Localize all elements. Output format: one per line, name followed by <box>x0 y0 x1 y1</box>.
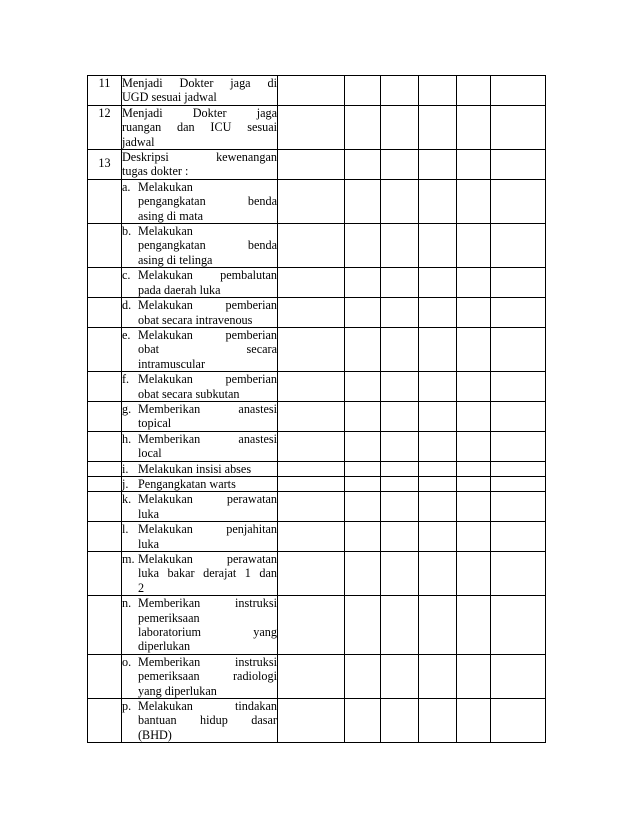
checkbox-cell <box>491 699 546 743</box>
row-number <box>88 179 122 223</box>
checkbox-cell <box>381 76 419 106</box>
checkbox-cell <box>345 150 381 180</box>
list-item <box>122 654 278 698</box>
checkbox-cell <box>381 372 419 402</box>
checkbox-cell <box>345 596 381 655</box>
checkbox-cell <box>345 224 381 268</box>
checkbox-cell <box>491 327 546 371</box>
checkbox-cell <box>381 179 419 223</box>
table-row <box>88 179 546 223</box>
checkbox-cell <box>278 461 345 476</box>
checkbox-cell <box>457 401 491 431</box>
table-row <box>88 431 546 461</box>
text-line: Melakukan pemberian <box>138 372 277 387</box>
list-item <box>122 461 278 476</box>
checkbox-cell <box>457 654 491 698</box>
list-marker: n. <box>122 596 132 611</box>
checkbox-cell <box>457 492 491 522</box>
row-number <box>88 224 122 268</box>
text-line: UGD sesuai jadwal <box>122 90 217 105</box>
text-line: (BHD) <box>138 727 172 742</box>
text-line: Melakukan <box>138 224 193 239</box>
list-marker: b. <box>122 224 132 239</box>
text-line: pengangkatan benda <box>138 194 277 209</box>
text-line: Deskripsi kewenangan <box>122 150 277 165</box>
text-line: Memberikan anastesi <box>138 401 277 416</box>
checkbox-cell <box>419 476 457 491</box>
checkbox-cell <box>491 179 546 223</box>
checkbox-cell <box>457 476 491 491</box>
checkbox-cell <box>491 431 546 461</box>
checkbox-cell <box>419 298 457 328</box>
text-line: Menjadi Dokter jaga di <box>122 76 277 90</box>
list-item <box>122 372 278 402</box>
list-item <box>122 268 278 298</box>
text-line: Melakukan <box>138 179 193 194</box>
checkbox-cell <box>419 150 457 180</box>
checkbox-cell <box>278 268 345 298</box>
row-number: 13 <box>88 150 122 180</box>
checkbox-cell <box>381 105 419 149</box>
row-number: 12 <box>88 105 122 149</box>
text-line: Melakukan perawatan <box>138 492 277 507</box>
checkbox-cell <box>278 327 345 371</box>
list-item <box>122 492 278 522</box>
text-line: 2 <box>138 580 145 595</box>
list-item <box>122 224 278 268</box>
text-line: Melakukan perawatan <box>138 552 277 566</box>
table-row <box>88 699 546 743</box>
checkbox-cell <box>345 492 381 522</box>
list-marker: o. <box>122 654 132 669</box>
checkbox-cell <box>419 596 457 655</box>
checkbox-cell <box>278 552 345 596</box>
list-marker: a. <box>122 179 131 194</box>
row-number: 11 <box>88 76 122 106</box>
checkbox-cell <box>457 372 491 402</box>
list-item <box>122 476 278 491</box>
text-line: pengangkatan benda <box>138 238 277 253</box>
checkbox-cell <box>345 431 381 461</box>
text-line: obat secara subkutan <box>138 386 240 401</box>
checkbox-cell <box>381 492 419 522</box>
checkbox-cell <box>419 654 457 698</box>
checkbox-cell <box>278 298 345 328</box>
checkbox-cell <box>345 476 381 491</box>
text-line: Melakukan pembalutan <box>138 268 277 283</box>
table-row <box>88 522 546 552</box>
checkbox-cell <box>345 327 381 371</box>
text-line: Memberikan instruksi <box>138 654 277 669</box>
checkbox-cell <box>345 298 381 328</box>
list-marker: g. <box>122 401 132 416</box>
checkbox-cell <box>345 76 381 106</box>
checkbox-cell <box>457 298 491 328</box>
checkbox-cell <box>381 150 419 180</box>
checkbox-cell <box>381 522 419 552</box>
checkbox-cell <box>457 150 491 180</box>
table-row <box>88 492 546 522</box>
text-line: Melakukan pemberian <box>138 298 277 313</box>
checkbox-cell <box>278 76 345 106</box>
checkbox-cell <box>278 492 345 522</box>
checkbox-cell <box>491 476 546 491</box>
row-number <box>88 372 122 402</box>
text-line: obat secara intravenous <box>138 312 253 327</box>
checkbox-cell <box>457 522 491 552</box>
checkbox-cell <box>491 224 546 268</box>
checkbox-cell <box>381 431 419 461</box>
text-line: Melakukan pemberian <box>138 327 277 342</box>
checkbox-cell <box>457 596 491 655</box>
checkbox-cell <box>457 431 491 461</box>
list-item <box>122 522 278 552</box>
table-row <box>88 476 546 491</box>
checkbox-cell <box>381 224 419 268</box>
checkbox-cell <box>419 431 457 461</box>
checkbox-cell <box>491 401 546 431</box>
list-item <box>122 179 278 223</box>
row-number <box>88 492 122 522</box>
text-line: Memberikan instruksi <box>138 596 277 611</box>
text-line: luka bakar derajat 1 dan <box>138 566 277 581</box>
checkbox-cell <box>381 401 419 431</box>
text-line: pemeriksaan radiologi <box>138 669 277 684</box>
checkbox-cell <box>345 552 381 596</box>
row-number <box>88 476 122 491</box>
list-marker: c. <box>122 268 131 283</box>
checkbox-cell <box>278 372 345 402</box>
checkbox-cell <box>491 105 546 149</box>
table-row <box>88 401 546 431</box>
checkbox-cell <box>345 522 381 552</box>
table-row <box>88 224 546 268</box>
checkbox-cell <box>419 552 457 596</box>
checkbox-cell <box>345 372 381 402</box>
text-line: asing di telinga <box>138 252 213 267</box>
list-marker: k. <box>122 492 132 507</box>
checkbox-cell <box>345 654 381 698</box>
checkbox-cell <box>419 461 457 476</box>
row-number <box>88 327 122 371</box>
checkbox-cell <box>491 76 546 106</box>
text-line: bantuan hidup dasar <box>138 713 277 728</box>
text-line: asing di mata <box>138 208 203 223</box>
list-item <box>122 596 278 655</box>
row-number <box>88 298 122 328</box>
checkbox-cell <box>278 150 345 180</box>
row-number <box>88 401 122 431</box>
checkbox-cell <box>278 476 345 491</box>
table-row <box>88 372 546 402</box>
text-line: intramuscular <box>138 356 206 371</box>
row-number <box>88 699 122 743</box>
checkbox-cell <box>381 298 419 328</box>
list-marker: l. <box>122 522 129 537</box>
checkbox-cell <box>278 224 345 268</box>
checkbox-cell <box>457 552 491 596</box>
checkbox-cell <box>491 596 546 655</box>
checkbox-cell <box>419 268 457 298</box>
text-line: Memberikan anastesi <box>138 431 277 446</box>
list-item <box>122 401 278 431</box>
checkbox-cell <box>491 492 546 522</box>
table-row <box>88 150 546 180</box>
list-marker: j. <box>122 476 129 491</box>
checkbox-cell <box>419 522 457 552</box>
checkbox-cell <box>419 76 457 106</box>
checkbox-cell <box>381 327 419 371</box>
list-item <box>122 552 278 596</box>
checkbox-cell <box>278 105 345 149</box>
checkbox-cell <box>278 431 345 461</box>
checkbox-cell <box>278 596 345 655</box>
checkbox-cell <box>345 401 381 431</box>
list-marker: f. <box>122 372 130 387</box>
checkbox-cell <box>457 268 491 298</box>
table-row <box>88 105 546 149</box>
checkbox-cell <box>381 654 419 698</box>
text-line: luka <box>138 506 159 521</box>
checkbox-cell <box>457 224 491 268</box>
checkbox-cell <box>381 476 419 491</box>
row-number <box>88 596 122 655</box>
checkbox-cell <box>457 461 491 476</box>
checkbox-cell <box>381 596 419 655</box>
text-line: Menjadi Dokter jaga <box>122 105 277 120</box>
checkbox-cell <box>457 179 491 223</box>
checkbox-cell <box>419 699 457 743</box>
checkbox-cell <box>345 105 381 149</box>
checkbox-cell <box>457 699 491 743</box>
text-line: local <box>138 446 162 461</box>
text-line: obat secara <box>138 342 277 357</box>
checkbox-cell <box>491 552 546 596</box>
text-line: pemeriksaan <box>138 610 200 625</box>
list-item <box>122 298 278 328</box>
checkbox-cell <box>419 105 457 149</box>
text-line: Melakukan tindakan <box>138 699 277 714</box>
text-line: diperlukan <box>138 639 191 654</box>
list-marker: d. <box>122 298 132 313</box>
text-line: luka <box>138 536 159 551</box>
list-marker: m. <box>122 552 135 566</box>
list-marker: e. <box>122 327 131 342</box>
checkbox-cell <box>491 372 546 402</box>
text-line: pada daerah luka <box>138 282 221 297</box>
row-number <box>88 268 122 298</box>
table-row <box>88 268 546 298</box>
checkbox-cell <box>419 327 457 371</box>
checkbox-cell <box>278 179 345 223</box>
checkbox-cell <box>381 268 419 298</box>
checkbox-cell <box>381 699 419 743</box>
row-number <box>88 654 122 698</box>
checkbox-cell <box>491 150 546 180</box>
checkbox-cell <box>345 699 381 743</box>
table-row <box>88 552 546 596</box>
table-row <box>88 596 546 655</box>
checkbox-cell <box>345 179 381 223</box>
list-marker: p. <box>122 699 132 714</box>
checkbox-cell <box>345 268 381 298</box>
row-number <box>88 522 122 552</box>
text-line: yang diperlukan <box>138 683 217 698</box>
checkbox-cell <box>491 522 546 552</box>
checkbox-cell <box>381 552 419 596</box>
row-number <box>88 552 122 596</box>
text-line: ruangan dan ICU sesuai <box>122 120 277 135</box>
text-line: Melakukan insisi abses <box>138 461 252 476</box>
text-line: topical <box>138 416 172 431</box>
text-line: tugas dokter : <box>122 164 189 179</box>
row-description <box>122 150 278 180</box>
table-row <box>88 327 546 371</box>
checkbox-cell <box>278 401 345 431</box>
text-line: jadwal <box>122 134 155 149</box>
table-row <box>88 654 546 698</box>
checkbox-cell <box>419 492 457 522</box>
checkbox-cell <box>491 268 546 298</box>
list-marker: h. <box>122 431 132 446</box>
checkbox-cell <box>457 105 491 149</box>
text-line: Melakukan penjahitan <box>138 522 277 537</box>
checkbox-cell <box>419 224 457 268</box>
text-line: Pengangkatan warts <box>138 476 236 491</box>
checkbox-cell <box>419 401 457 431</box>
checkbox-cell <box>491 298 546 328</box>
table-row <box>88 76 546 106</box>
checkbox-cell <box>278 654 345 698</box>
list-marker: i. <box>122 461 129 476</box>
checkbox-cell <box>491 461 546 476</box>
table-row <box>88 298 546 328</box>
list-item <box>122 431 278 461</box>
row-number <box>88 431 122 461</box>
checkbox-cell <box>457 327 491 371</box>
text-line: laboratorium yang <box>138 625 277 640</box>
row-number <box>88 461 122 476</box>
checkbox-cell <box>457 76 491 106</box>
checkbox-cell <box>278 522 345 552</box>
checkbox-cell <box>278 699 345 743</box>
list-item <box>122 699 278 743</box>
table-row <box>88 461 546 476</box>
checkbox-cell <box>491 654 546 698</box>
row-description <box>122 105 278 149</box>
list-item <box>122 327 278 371</box>
checkbox-cell <box>419 372 457 402</box>
row-description <box>122 76 278 106</box>
checkbox-cell <box>345 461 381 476</box>
checkbox-cell <box>381 461 419 476</box>
competency-checklist-table <box>87 75 546 743</box>
checkbox-cell <box>419 179 457 223</box>
